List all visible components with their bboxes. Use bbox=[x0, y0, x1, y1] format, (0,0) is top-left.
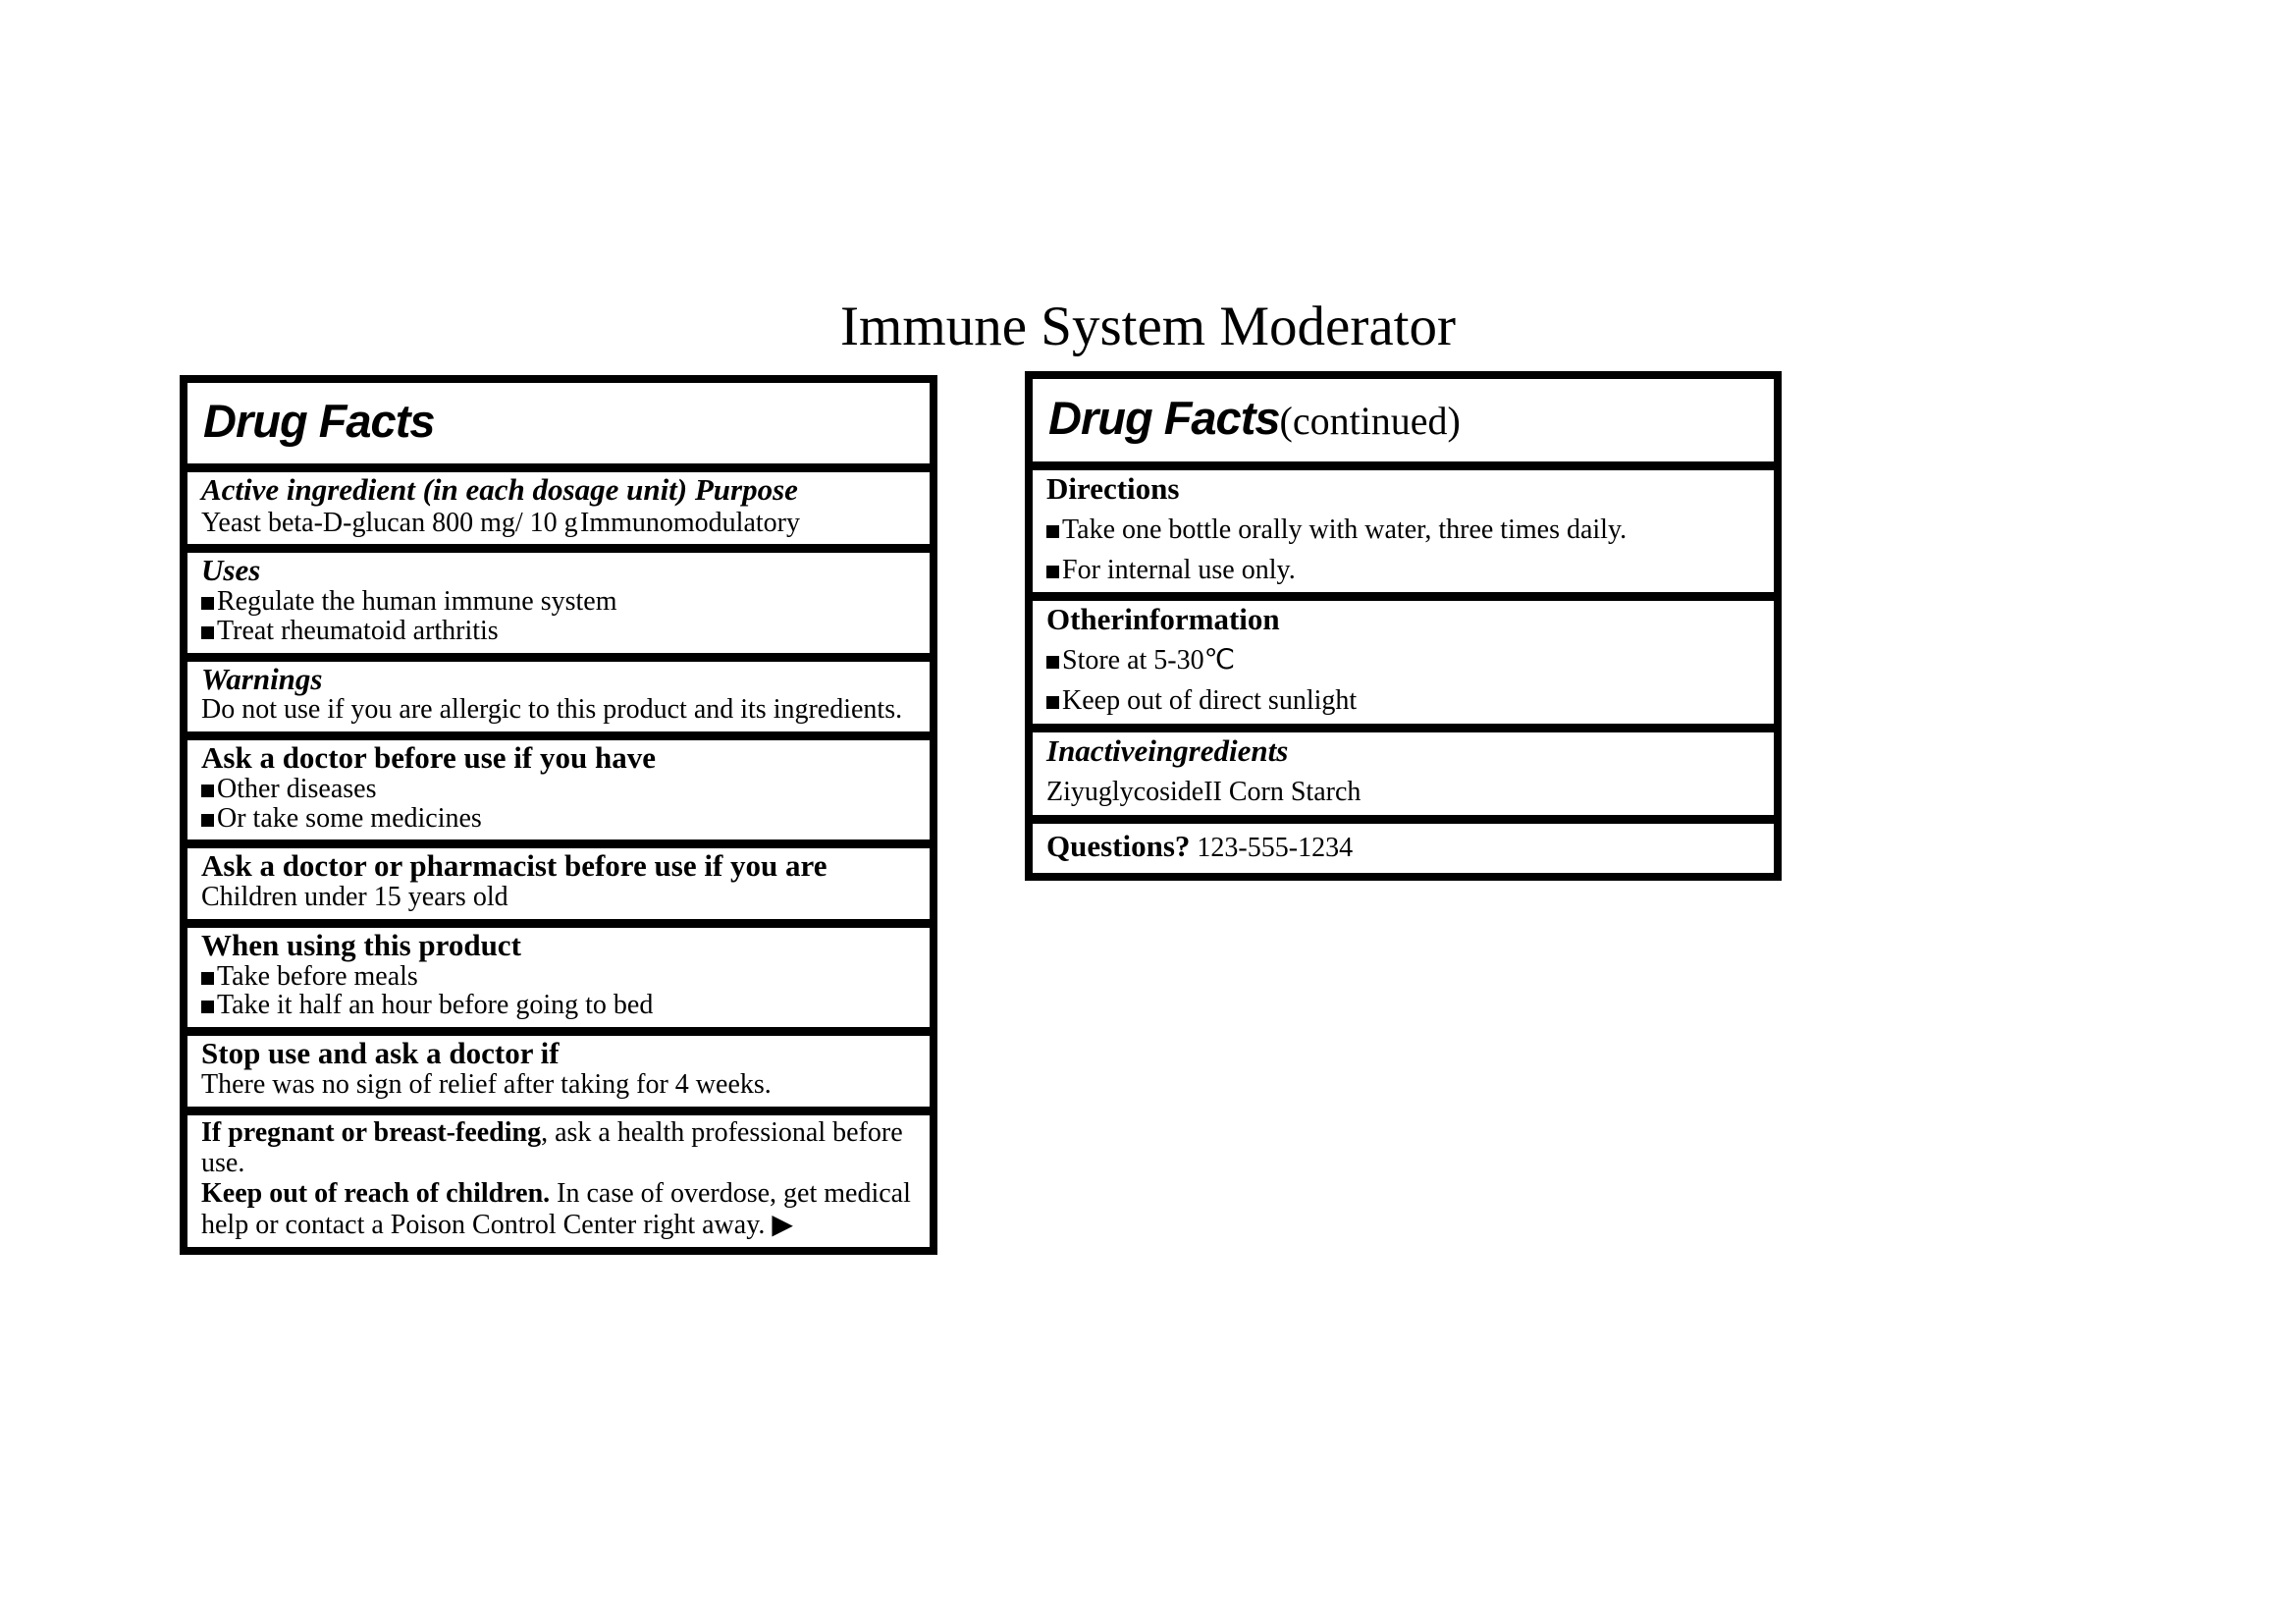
drug-facts-header-title: Drug Facts bbox=[203, 395, 435, 447]
section-uses bbox=[187, 544, 930, 652]
ask-doctor-pharmacist-body: Children under 15 years old bbox=[201, 882, 508, 913]
section-ask-doctor bbox=[187, 731, 930, 839]
drug-facts-continued-header bbox=[1033, 379, 1774, 461]
bullet-square-icon bbox=[201, 626, 214, 639]
bullet-square-icon bbox=[1046, 566, 1059, 578]
section-other-information bbox=[1033, 592, 1774, 724]
other-information-heading: Otherinformation bbox=[1046, 602, 1280, 637]
list-item bbox=[201, 775, 916, 804]
purpose-value: Immunomodulatory bbox=[580, 507, 800, 538]
ask-doctor-bullet-text: Other diseases bbox=[217, 773, 377, 804]
active-ingredient-row bbox=[201, 509, 916, 538]
section-ask-doctor-pharmacist bbox=[187, 839, 930, 919]
when-using-bullet-text: Take it half an hour before going to bed bbox=[217, 990, 654, 1021]
keep-out-regular-text: In case of overdose, get medical help or contact a Poison Control Center right away. bbox=[201, 1178, 911, 1240]
list-item bbox=[1046, 556, 1760, 586]
arrow-right-icon: ▶ bbox=[772, 1209, 793, 1240]
when-using-bullet-text: Take before meals bbox=[217, 960, 418, 992]
drug-facts-continued-title: Drug Facts bbox=[1048, 392, 1280, 444]
ask-doctor-pharmacist-heading: Ask a doctor or pharmacist before use if you are bbox=[201, 848, 828, 884]
keep-out-bold-text: Keep out of reach of children. bbox=[201, 1178, 551, 1210]
questions-line bbox=[1046, 830, 1760, 864]
active-ingredient-heading: Active ingredient (in each dosage unit) Purpose bbox=[201, 471, 798, 507]
bullet-square-icon bbox=[1046, 525, 1059, 538]
section-warnings bbox=[187, 653, 930, 732]
bullet-square-icon bbox=[1046, 696, 1059, 709]
keep-out-of-reach-line bbox=[201, 1178, 916, 1240]
list-item bbox=[1046, 515, 1760, 546]
section-when-using bbox=[187, 919, 930, 1027]
list-item bbox=[201, 587, 916, 617]
drug-facts-header bbox=[187, 383, 930, 463]
uses-bullet-text: Treat rheumatoid arthritis bbox=[217, 615, 499, 646]
section-active-ingredient bbox=[187, 463, 930, 545]
list-item bbox=[1046, 686, 1760, 717]
list-item bbox=[201, 991, 916, 1020]
list-item bbox=[1046, 646, 1760, 677]
questions-heading: Questions? bbox=[1046, 828, 1191, 863]
section-pregnancy-warning bbox=[187, 1107, 930, 1247]
warnings-heading: Warnings bbox=[201, 661, 323, 696]
uses-bullet-text: Regulate the human immune system bbox=[217, 586, 617, 618]
section-questions bbox=[1033, 815, 1774, 873]
inactive-ingredients-heading: Inactiveingredients bbox=[1046, 733, 1289, 769]
bullet-square-icon bbox=[201, 597, 214, 610]
list-item bbox=[201, 962, 916, 992]
warnings-body: Do not use if you are allergic to this product and its ingredients. bbox=[201, 694, 903, 726]
inactive-ingredients-body: ZiyuglycosideII Corn Starch bbox=[1046, 777, 1362, 808]
directions-bullet-text: Take one bottle orally with water, three times daily. bbox=[1062, 514, 1628, 545]
pregnancy-regular-text: , ask a health professional before use. bbox=[201, 1116, 903, 1178]
active-ingredient-value: Yeast beta-D-glucan 800 mg/ 10 g bbox=[201, 507, 578, 538]
questions-phone-number: 123-555-1234 bbox=[1197, 832, 1354, 863]
section-inactive-ingredients bbox=[1033, 724, 1774, 815]
list-item bbox=[201, 617, 916, 646]
section-stop-use bbox=[187, 1027, 930, 1107]
uses-heading: Uses bbox=[201, 553, 261, 588]
drug-facts-continued-panel bbox=[1025, 371, 1782, 881]
drug-facts-panel bbox=[180, 375, 937, 1255]
bullet-square-icon bbox=[201, 972, 214, 985]
pregnancy-bold-text: If pregnant or breast-feeding bbox=[201, 1116, 542, 1148]
ask-doctor-heading: Ask a doctor before use if you have bbox=[201, 740, 656, 776]
stop-use-heading: Stop use and ask a doctor if bbox=[201, 1036, 560, 1071]
section-directions bbox=[1033, 461, 1774, 593]
list-item bbox=[201, 804, 916, 834]
bullet-square-icon bbox=[201, 785, 214, 797]
page-title: Immune System Moderator bbox=[840, 296, 1456, 358]
when-using-heading: When using this product bbox=[201, 927, 521, 962]
bullet-square-icon bbox=[201, 814, 214, 827]
directions-heading: Directions bbox=[1046, 470, 1180, 506]
other-information-bullet-text: Store at 5-30℃ bbox=[1062, 645, 1236, 677]
continued-label: (continued) bbox=[1279, 399, 1461, 443]
other-information-bullet-text: Keep out of direct sunlight bbox=[1062, 685, 1358, 717]
stop-use-body: There was no sign of relief after taking for 4 weeks. bbox=[201, 1068, 772, 1100]
ask-doctor-bullet-text: Or take some medicines bbox=[217, 802, 482, 834]
bullet-square-icon bbox=[1046, 656, 1059, 669]
pregnancy-line bbox=[201, 1117, 916, 1179]
bullet-square-icon bbox=[201, 1001, 214, 1013]
directions-bullet-text: For internal use only. bbox=[1062, 554, 1296, 585]
